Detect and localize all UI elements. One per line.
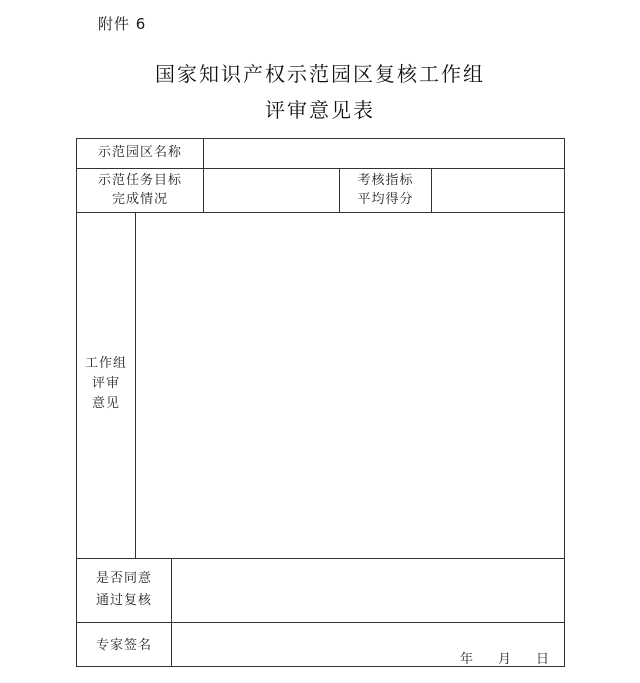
review-opinion-field[interactable] bbox=[136, 213, 564, 558]
average-score-label-line2: 平均得分 bbox=[357, 192, 414, 207]
review-form-table bbox=[76, 138, 565, 667]
document-title-line1: 国家知识产权示范园区复核工作组 bbox=[155, 62, 485, 86]
park-name-label: 示范园区名称 bbox=[97, 145, 182, 160]
task-completion-field[interactable] bbox=[204, 179, 339, 201]
review-opinion-label-line2: 评审 bbox=[91, 376, 120, 391]
review-opinion-label-line1: 工作组 bbox=[84, 356, 127, 371]
agree-pass-label-line2: 通过复核 bbox=[95, 593, 152, 608]
attachment-label: 附件 6 bbox=[98, 15, 147, 33]
date-month-label: 月 bbox=[498, 652, 512, 667]
task-completion-label-line1: 示范任务目标 bbox=[97, 173, 182, 188]
task-completion-label-line2: 完成情况 bbox=[111, 192, 168, 207]
park-name-field[interactable] bbox=[204, 142, 564, 164]
average-score-label-line1: 考核指标 bbox=[357, 173, 414, 188]
row-divider-1 bbox=[77, 168, 564, 169]
average-score-field[interactable] bbox=[432, 179, 564, 201]
agree-pass-field[interactable] bbox=[172, 559, 564, 622]
date-day-label: 日 bbox=[536, 652, 550, 667]
document-title-line2: 评审意见表 bbox=[265, 98, 375, 122]
agree-pass-label-line1: 是否同意 bbox=[95, 571, 152, 586]
expert-signature-label: 专家签名 bbox=[95, 638, 152, 653]
date-year-label: 年 bbox=[460, 652, 474, 667]
review-opinion-label-line3: 意见 bbox=[91, 396, 120, 411]
expert-signature-field[interactable] bbox=[172, 623, 472, 666]
